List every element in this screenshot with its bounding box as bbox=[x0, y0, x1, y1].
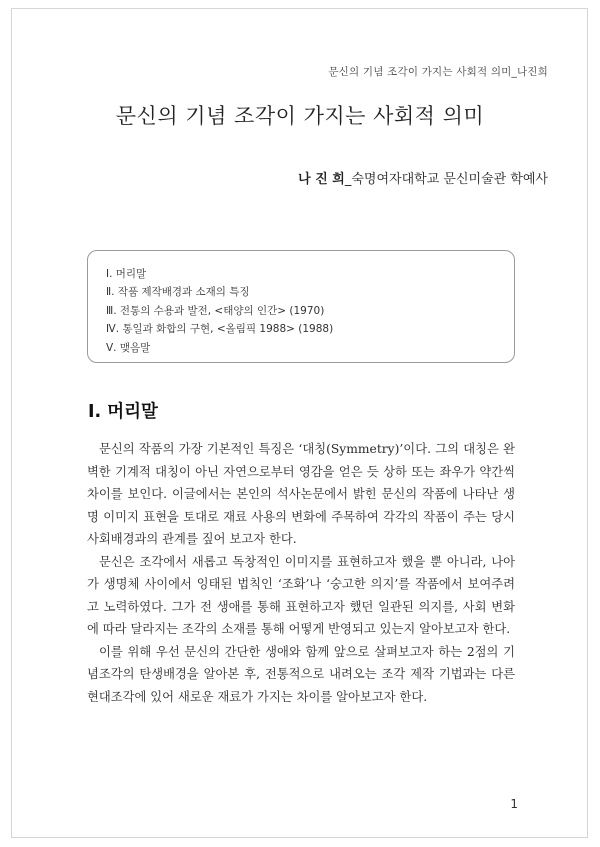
paragraph-2: 문신은 조각에서 새롭고 독창적인 이미지를 표현하고자 했을 뿐 아니라, 나아가 생명체 사이에서 잉태된 법칙인 ‘조화’나 ‘숭고한 의지’를 작품에서 보여주려고 노력하였다. 그가 전 생애를 통해 표현하고자 했던 일관된 의지를, 사회 변화에 따라 달라지는 조각의 소재를 통해 어떻게 반영되고 있는지 알아보고자 한다. bbox=[87, 554, 515, 636]
table-of-contents bbox=[87, 250, 515, 363]
paragraph-1: 문신의 작품의 가장 기본적인 특징은 ‘대칭(Symmetry)’이다. 그의 대칭은 완벽한 기계적 대칭이 아닌 자연으로부터 영감을 얻은 듯 상하 또는 좌우가 약간씩 차이를 보인다. 이글에서는 본인의 석사논문에서 밝힌 문신의 작품에 나타난 생명 이미지 표현을 토대로 재료 사용의 변화에 주목하여 각각의 작품이 주는 당시 사회배경과의 관계를 짚어 보고자 한다. bbox=[87, 442, 515, 546]
toc-item-4: Ⅳ. 통일과 화합의 구현, <올림픽 1988> (1988) bbox=[106, 323, 334, 336]
toc-item-3: Ⅲ. 전통의 수용과 발전, <태양의 인간> (1970) bbox=[106, 304, 325, 317]
document-title: 문신의 기념 조각이 가지는 사회적 의미 bbox=[115, 104, 485, 128]
toc-item-5: Ⅴ. 맺음말 bbox=[106, 341, 151, 354]
author-affiliation: _숙명여자대학교 문신미술관 학예사 bbox=[344, 172, 548, 187]
toc-item-1: Ⅰ. 머리말 bbox=[106, 268, 147, 280]
paragraph-3: 이를 위해 우선 문신의 간단한 생애와 함께 앞으로 살펴보고자 하는 2점의 기념조각의 탄생배경을 알아본 후, 전통적으로 내려오는 조각 제작 기법과는 다른 현대조각에 있어 새로운 재료가 가지는 차이를 알아보고자 한다. bbox=[87, 644, 515, 704]
author-name: 나 진 희 bbox=[298, 172, 345, 187]
author-line bbox=[298, 168, 548, 187]
toc-item-2: Ⅱ. 작품 제작배경과 소재의 특징 bbox=[106, 286, 250, 299]
page-border bbox=[11, 8, 588, 838]
running-header: 문신의 기념 조각이 가지는 사회적 의미_나진희 bbox=[328, 66, 548, 78]
section-heading: Ⅰ. 머리말 bbox=[88, 402, 158, 422]
page-number: 1 bbox=[510, 797, 518, 811]
body-text bbox=[87, 438, 515, 708]
